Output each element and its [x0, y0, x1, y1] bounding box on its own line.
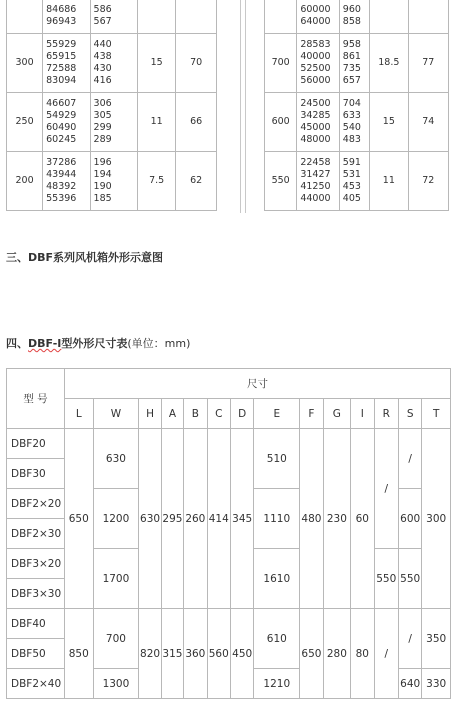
dim-D: 345: [230, 429, 253, 609]
dim-E: 1110: [254, 489, 300, 549]
dim-R: /: [374, 429, 398, 549]
divider: [245, 0, 246, 213]
model-cell: DBF3×20: [7, 549, 65, 579]
noise-cell: 74: [408, 93, 448, 152]
dim-R: /: [374, 609, 398, 699]
dim-S: 640: [398, 669, 421, 699]
dim-E: 1210: [254, 669, 300, 699]
model-header: 型 号: [7, 369, 65, 429]
power-cell: 7.5: [137, 152, 175, 211]
dim-S: 600: [398, 489, 421, 549]
section-heading-3: 三、DBF系列风机箱外形示意图: [6, 251, 164, 264]
section-heading-4: [6, 335, 190, 351]
column-header: L: [65, 399, 94, 429]
dim-W: 700: [93, 609, 139, 669]
dim-T: 330: [422, 669, 451, 699]
size-cell: 200: [7, 152, 43, 211]
dim-C: 560: [207, 609, 230, 699]
power-cell: 18.5: [370, 34, 408, 93]
dim-S: 550: [398, 549, 421, 609]
dim-G: 230: [323, 429, 350, 609]
pressure-cell: 960 858: [339, 0, 369, 34]
column-header: D: [230, 399, 253, 429]
table-row: [265, 34, 449, 93]
dim-B: 360: [184, 609, 207, 699]
model-cell: DBF3×30: [7, 579, 65, 609]
noise-cell: 70: [176, 34, 217, 93]
column-header: T: [422, 399, 451, 429]
pressure-cell: 591 531 453 405: [339, 152, 369, 211]
pressure-cell: 704 633 540 483: [339, 93, 369, 152]
column-header: F: [300, 399, 323, 429]
model-cell: DBF30: [7, 459, 65, 489]
air-volume-cell: 28583 40000 52500 56000: [297, 34, 339, 93]
dimension-table: [6, 368, 451, 699]
column-header: B: [184, 399, 207, 429]
column-header: S: [398, 399, 421, 429]
dim-F: 650: [300, 609, 323, 699]
dim-E: 610: [254, 609, 300, 669]
performance-table-left: [6, 0, 217, 211]
pressure-cell: 196 194 190 185: [90, 152, 137, 211]
size-cell: [265, 0, 297, 34]
dim-L: 650: [65, 429, 94, 609]
air-volume-cell: 22458 31427 41250 44000: [297, 152, 339, 211]
dim-R: 550: [374, 549, 398, 609]
divider: [240, 0, 241, 213]
column-header: R: [374, 399, 398, 429]
air-volume-cell: 46607 54929 60490 60245: [43, 93, 90, 152]
air-volume-cell: 37286 43944 48392 55396: [43, 152, 90, 211]
power-cell: [137, 0, 175, 34]
dim-I: 60: [351, 429, 374, 609]
dim-B: 260: [184, 429, 207, 609]
dim-S: /: [398, 609, 421, 669]
column-header: A: [161, 399, 183, 429]
model-cell: DBF2×20: [7, 489, 65, 519]
column-header: E: [254, 399, 300, 429]
table-row: [7, 93, 217, 152]
model-cell: DBF20: [7, 429, 65, 459]
size-cell: 300: [7, 34, 43, 93]
size-cell: 250: [7, 93, 43, 152]
table-row: [7, 34, 217, 93]
noise-cell: 77: [408, 34, 448, 93]
power-cell: 15: [137, 34, 175, 93]
dim-L: 850: [65, 609, 94, 699]
power-cell: 11: [137, 93, 175, 152]
column-header: G: [323, 399, 350, 429]
dim-W: 1200: [93, 489, 139, 549]
dim-G: 280: [323, 609, 350, 699]
noise-cell: 66: [176, 93, 217, 152]
noise-cell: 72: [408, 152, 448, 211]
column-header: I: [351, 399, 374, 429]
size-header: 尺寸: [65, 369, 451, 399]
heading-model: DBF-Ⅰ: [28, 337, 62, 350]
heading-unit: (单位：mm): [127, 337, 191, 350]
dim-W: 1300: [93, 669, 139, 699]
table-row: [7, 429, 451, 459]
model-cell: DBF40: [7, 609, 65, 639]
noise-cell: 62: [176, 152, 217, 211]
size-cell: 550: [265, 152, 297, 211]
heading-suffix: 型外形尺寸表: [61, 337, 128, 350]
pressure-cell: 440 438 430 416: [90, 34, 137, 93]
performance-table-right: [264, 0, 449, 211]
pressure-cell: 306 305 299 289: [90, 93, 137, 152]
table-row: [265, 0, 449, 34]
table-row: [7, 152, 217, 211]
table-header-row: [7, 399, 451, 429]
air-volume-cell: 60000 64000: [297, 0, 339, 34]
dim-A: 315: [161, 609, 183, 699]
dim-W: 1700: [93, 549, 139, 609]
dim-S: /: [398, 429, 421, 489]
air-volume-cell: 55929 65915 72588 83094: [43, 34, 90, 93]
air-volume-cell: 84686 96943: [43, 0, 90, 34]
heading-prefix: 四、: [6, 337, 28, 350]
noise-cell: [176, 0, 217, 34]
dim-A: 295: [161, 429, 183, 609]
air-volume-cell: 24500 34285 45000 48000: [297, 93, 339, 152]
model-cell: DBF2×30: [7, 519, 65, 549]
table-row: [7, 0, 217, 34]
dim-D: 450: [230, 609, 253, 699]
column-header: C: [207, 399, 230, 429]
dim-T: 350: [422, 609, 451, 669]
dim-W: 630: [93, 429, 139, 489]
power-cell: 11: [370, 152, 408, 211]
model-cell: DBF50: [7, 639, 65, 669]
size-cell: 700: [265, 34, 297, 93]
column-header: H: [139, 399, 161, 429]
table-row: [265, 93, 449, 152]
dim-H: 630: [139, 429, 161, 609]
dim-H: 820: [139, 609, 161, 699]
dim-C: 414: [207, 429, 230, 609]
size-cell: 600: [265, 93, 297, 152]
size-cell: [7, 0, 43, 34]
dim-E: 1610: [254, 549, 300, 609]
power-cell: [370, 0, 408, 34]
dim-F: 480: [300, 429, 323, 609]
pressure-cell: 586 567: [90, 0, 137, 34]
table-header-row: [7, 369, 451, 399]
dim-I: 80: [351, 609, 374, 699]
dim-T: 300: [422, 429, 451, 609]
noise-cell: [408, 0, 448, 34]
table-row: [7, 609, 451, 639]
pressure-cell: 958 861 735 657: [339, 34, 369, 93]
model-cell: DBF2×40: [7, 669, 65, 699]
column-header: W: [93, 399, 139, 429]
table-row: [265, 152, 449, 211]
dim-E: 510: [254, 429, 300, 489]
power-cell: 15: [370, 93, 408, 152]
